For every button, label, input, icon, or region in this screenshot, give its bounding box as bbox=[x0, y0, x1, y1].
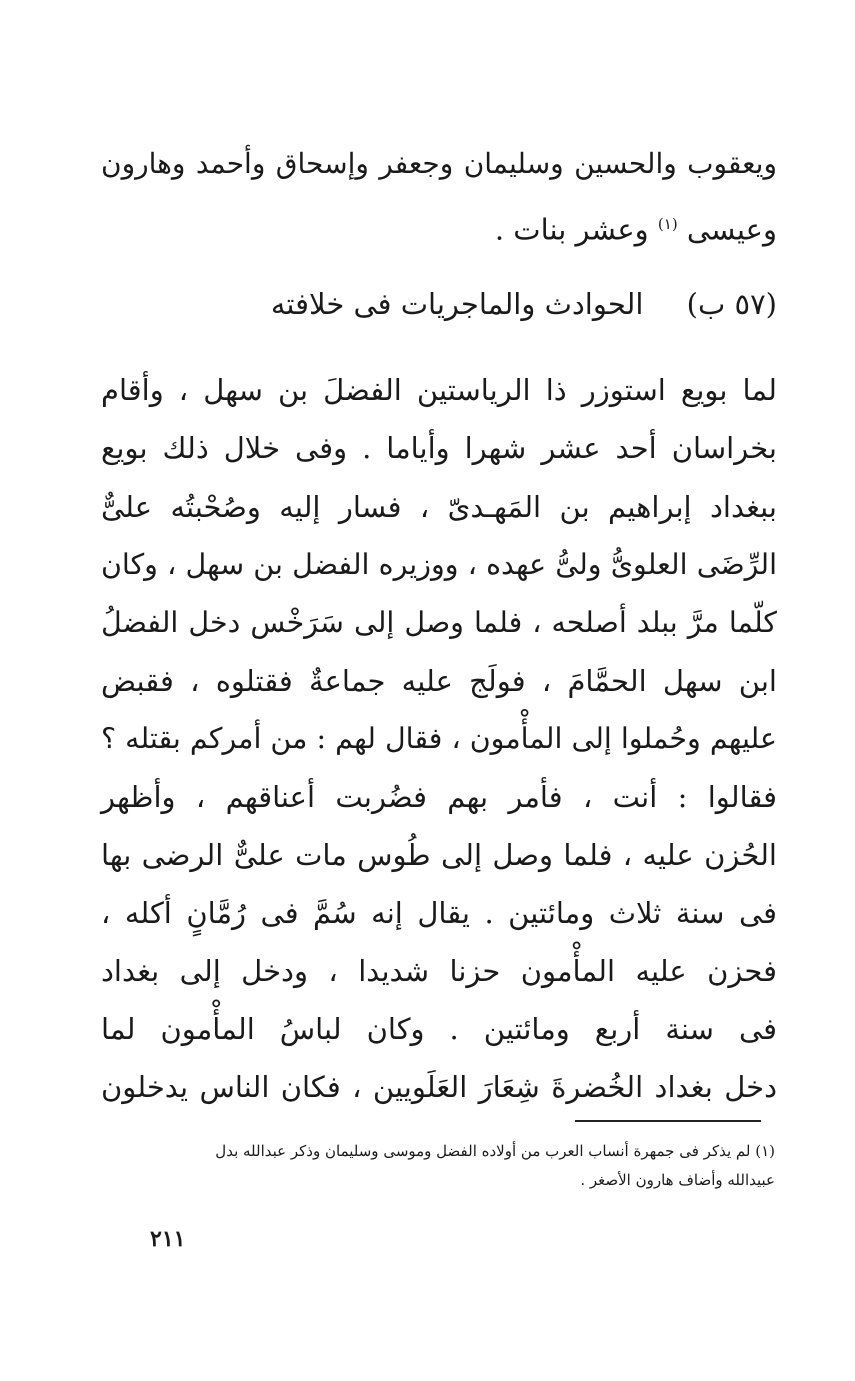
body-line: فقالوا : أنت ، فأمر بهم فضُربت أعناقهم ، وأظهر bbox=[101, 780, 777, 814]
footnote-line: (١) لم يذكر فى جمهرة أنساب العرب من أولاده الفضل وموسى وسليمان وذكر عبدالله بدل bbox=[215, 1142, 775, 1160]
body-line: فحزن عليه المأْمون حزنا شديدا ، ودخل إلى بغداد bbox=[101, 954, 777, 988]
section-heading bbox=[101, 284, 777, 324]
body-line: عليهم وحُملوا إلى المأْمون ، فقال لهم : من أمركم بقتله ؟ bbox=[101, 722, 777, 755]
section-title: الحوادث والماجريات فى خلافته bbox=[270, 287, 644, 321]
top-paragraph-word: وعيسى bbox=[686, 212, 777, 247]
top-paragraph-line-2 bbox=[101, 204, 777, 250]
top-paragraph-tail: وعشر بنات . bbox=[494, 212, 649, 247]
body-line: ببغداد إبراهيم بن المَهـدىّ ، فسار إليه وصُحْبتُه علىٌّ bbox=[101, 490, 777, 524]
footnote-line: عبيدالله وأضاف هارون الأصغر . bbox=[580, 1171, 775, 1189]
body-line: فى سنة أربع ومائتين . وكان لباسُ المأْمون لما bbox=[101, 1012, 777, 1046]
manuscript-folio-ref: (٥٧ ب) bbox=[686, 287, 777, 321]
body-line: فى سنة ثلاث ومائتين . يقال إنه سُمَّ فى رُمَّانٍ أكله ، bbox=[101, 896, 777, 930]
body-line: الحُزن عليه ، فلما وصل إلى طُوس مات علىٌّ الرضى بها bbox=[101, 838, 777, 872]
top-paragraph-line-1: ويعقوب والحسين وسليمان وجعفر وإسحاق وأحمد وهارون bbox=[101, 147, 777, 180]
body-line: لما بويع استوزر ذا الرياستين الفضلَ بن سهل ، وأقام bbox=[101, 373, 777, 407]
body-line: ابن سهل الحمَّامَ ، فولَج عليه جماعةٌ فقتلوه ، فقبض bbox=[101, 664, 777, 698]
body-line: بخراسان أحد عشر شهرا وأياما . وفى خلال ذلك بويع bbox=[101, 431, 777, 465]
body-line: الرِّضَى العلوىُّ ولىُّ عهده ، ووزيره الفضل بن سهل ، وكان bbox=[101, 548, 777, 581]
footnote-divider bbox=[575, 1120, 761, 1122]
page-number: ٢١١ bbox=[150, 1226, 186, 1252]
body-line: كلّما مرَّ ببلد أصلحه ، فلما وصل إلى سَرَخْس دخل الفضلُ bbox=[101, 606, 777, 639]
footnote-marker: (١) bbox=[657, 215, 678, 233]
body-line: دخل بغداد الخُضرةَ شِعَارَ العَلَويين ، فكان الناس يدخلون bbox=[101, 1070, 777, 1104]
